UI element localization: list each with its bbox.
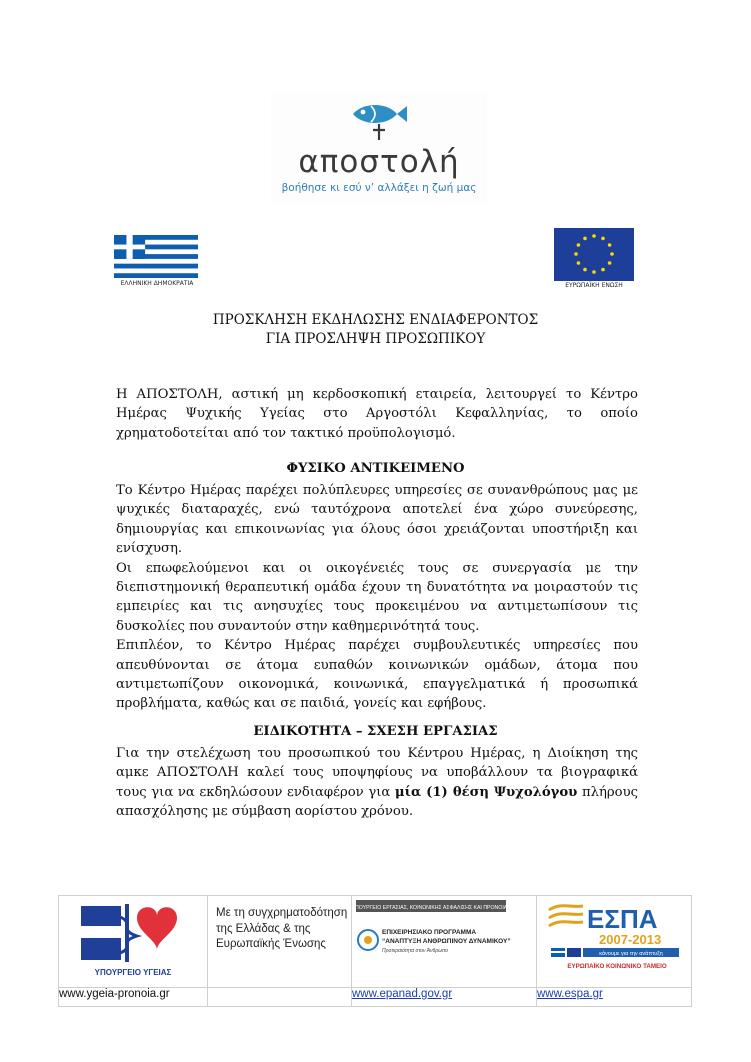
specialty-text-start: Για την στελέχωση του προσωπικού του Κέντρου Ημέρας, η Διοίκηση της αμκε ΑΠΟΣΤΟΛΗ καλεί τους υποψηφίους να υποβάλλουν τα βιογραφικά τους για να εκδηλώσουν ενδιαφέρον για: [116, 746, 638, 800]
subject-paragraph-2: Οι επωφελούμενοι και οι οικογένειές τους σε συνεργασία με την διεπιστημονική θεραπευτική ομάδα έχουν τη δυνατότητα να μοιραστούν τις εμπειρίες και τις ανησυχίες τους προκειμένου να αντιμετωπίσουν τις δυσκολίες που συναντούν στην καθημερινότητά τους.: [116, 560, 638, 634]
espa-years: 2007-2013: [599, 932, 662, 947]
subject-paragraph-3: Επιπλέον, το Κέντρο Ημέρας παρέχει συμβουλευτικές υπηρεσίες που απευθύνονται σε άτομα ευπαθών κοινωνικών ομάδων, άτομα που αντιμετωπίζουν οικονομικά, κοινωνικά, επαγγελματικά ή προσωπικά προβλήματα, καθώς και σε παιδιά, γονείς και εφήβους.: [116, 638, 638, 712]
epanad-website-link[interactable]: www.epanad.gov.gr: [352, 988, 453, 1000]
section-subject-body: [116, 481, 638, 714]
ministry-label: ΥΠΟΥΡΓΕΙΟ ΥΓΕΙΑΣ: [94, 968, 172, 977]
logo-tagline: βοήθησε κι εσύ ν’ αλλάξει η ζωή μας: [281, 182, 477, 194]
ministry-of-health-logo: [59, 896, 207, 982]
greek-flag: [114, 235, 198, 278]
epanad-logo: [352, 896, 536, 982]
section-heading-specialty: ΕΙΔΙΚΟΤΗΤΑ – ΣΧΕΣΗ ΕΡΓΑΣΙΑΣ: [253, 724, 498, 739]
fish-icon: [349, 98, 409, 142]
epanad-link-cell: [352, 988, 537, 1007]
intro-paragraph: Η ΑΠΟΣΤΟΛΗ, αστική μη κερδοσκοπική εταιρεία, λειτουργεί το Κέντρο Ημέρας Ψυχικής Υγείας στο Αργοστόλι Κεφαλληνίας, το οποίο χρηματοδοτείται από τον τακτικό προϋπολογισμό.: [116, 387, 638, 441]
espa-slogan: κάνουμε για την ανάπτυξη: [599, 951, 663, 957]
empty-link-cell: [208, 988, 352, 1007]
epanad-ministry-label: ΥΠΟΥΡΓΕΙΟ ΕΡΓΑΣΙΑΣ, ΚΟΙΝΩΝΙΚΗΣ ΑΣΦΑΛΙΣΗΣ ΚΑΙ ΠΡΟΝΟΙΑΣ: [352, 905, 511, 911]
greek-flag-caption: ΕΛΛΗΝΙΚΗ ΔΗΜΟΚΡΑΤΙΑ: [120, 280, 194, 287]
ministry-logo-cell: [59, 896, 208, 988]
epanad-line-1: ΕΠΙΧΕΙΡΗΣΙΑΚΟ ΠΡΟΓΡΑΜΜΑ: [382, 929, 477, 936]
epanad-logo-cell: [352, 896, 537, 988]
epanad-line-2: “ΑΝΑΠΤΥΞΗ ΑΝΘΡΩΠΙΝΟΥ ΔΥΝΑΜΙΚΟΥ”: [382, 938, 511, 945]
eu-flag-caption: ΕΥΡΩΠΑΪΚΗ ΕΝΩΣΗ: [565, 282, 623, 289]
title-line-2: ΓΙΑ ΠΡΟΣΛΗΨΗ ΠΡΟΣΩΠΙΚΟΥ: [265, 331, 486, 347]
logo-brand-text: αποστολή: [298, 144, 460, 180]
section-heading-subject: ΦΥΣΙΚΟ ΑΝΤΙΚΕΙΜΕΝΟ: [286, 461, 465, 476]
espa-title: ΕΣΠΑ: [587, 904, 658, 934]
cofunding-cell: [208, 896, 352, 988]
ministry-link-cell: [59, 988, 208, 1007]
espa-logo-cell: [537, 896, 692, 988]
specialty-text-end: πλήρους απασχόλησης με σύμβαση αορίστου χρόνου.: [116, 784, 639, 820]
ministry-website-link[interactable]: www.ygeia-pronoia.gr: [59, 988, 170, 1000]
eu-flag: [554, 228, 634, 281]
espa-fund-label: ΕΥΡΩΠΑΪΚΟ ΚΟΙΝΩΝΙΚΟ ΤΑΜΕΙΟ: [567, 963, 667, 970]
subject-paragraph-1: Το Κέντρο Ημέρας παρέχει πολύπλευρες υπηρεσίες σε συνανθρώπους μας με ψυχικές διαταραχές, ενώ ταυτόχρονα αποτελεί ένα χώρο συνεύρεσης, δημιουργίας και επικοινωνίας για όλους όσοι χρειάζονται υποστήριξη και ενίσχυση.: [116, 483, 638, 557]
espa-website-link[interactable]: www.espa.gr: [537, 988, 603, 1000]
epanad-line-3: Προτεραιότητα στον Άνθρωπο: [382, 948, 448, 954]
title-line-1: ΠΡΟΣΚΛΗΣΗ ΕΚΔΗΛΩΣΗΣ ΕΝΔΙΑΦΕΡΟΝΤΟΣ: [212, 312, 539, 328]
espa-link-cell: [537, 988, 692, 1007]
specialty-paragraph: [116, 744, 638, 822]
espa-logo: [537, 896, 691, 982]
apostoli-logo: [271, 92, 487, 204]
funding-footer: [58, 895, 692, 1000]
position-highlight: μία (1) θέση Ψυχολόγου: [394, 784, 578, 800]
cofunding-text: Με τη συγχρηματοδότηση της Ελλάδας & της Ευρωπαϊκής Ένωσης: [216, 907, 348, 950]
eu-stars-icon: [554, 228, 634, 281]
